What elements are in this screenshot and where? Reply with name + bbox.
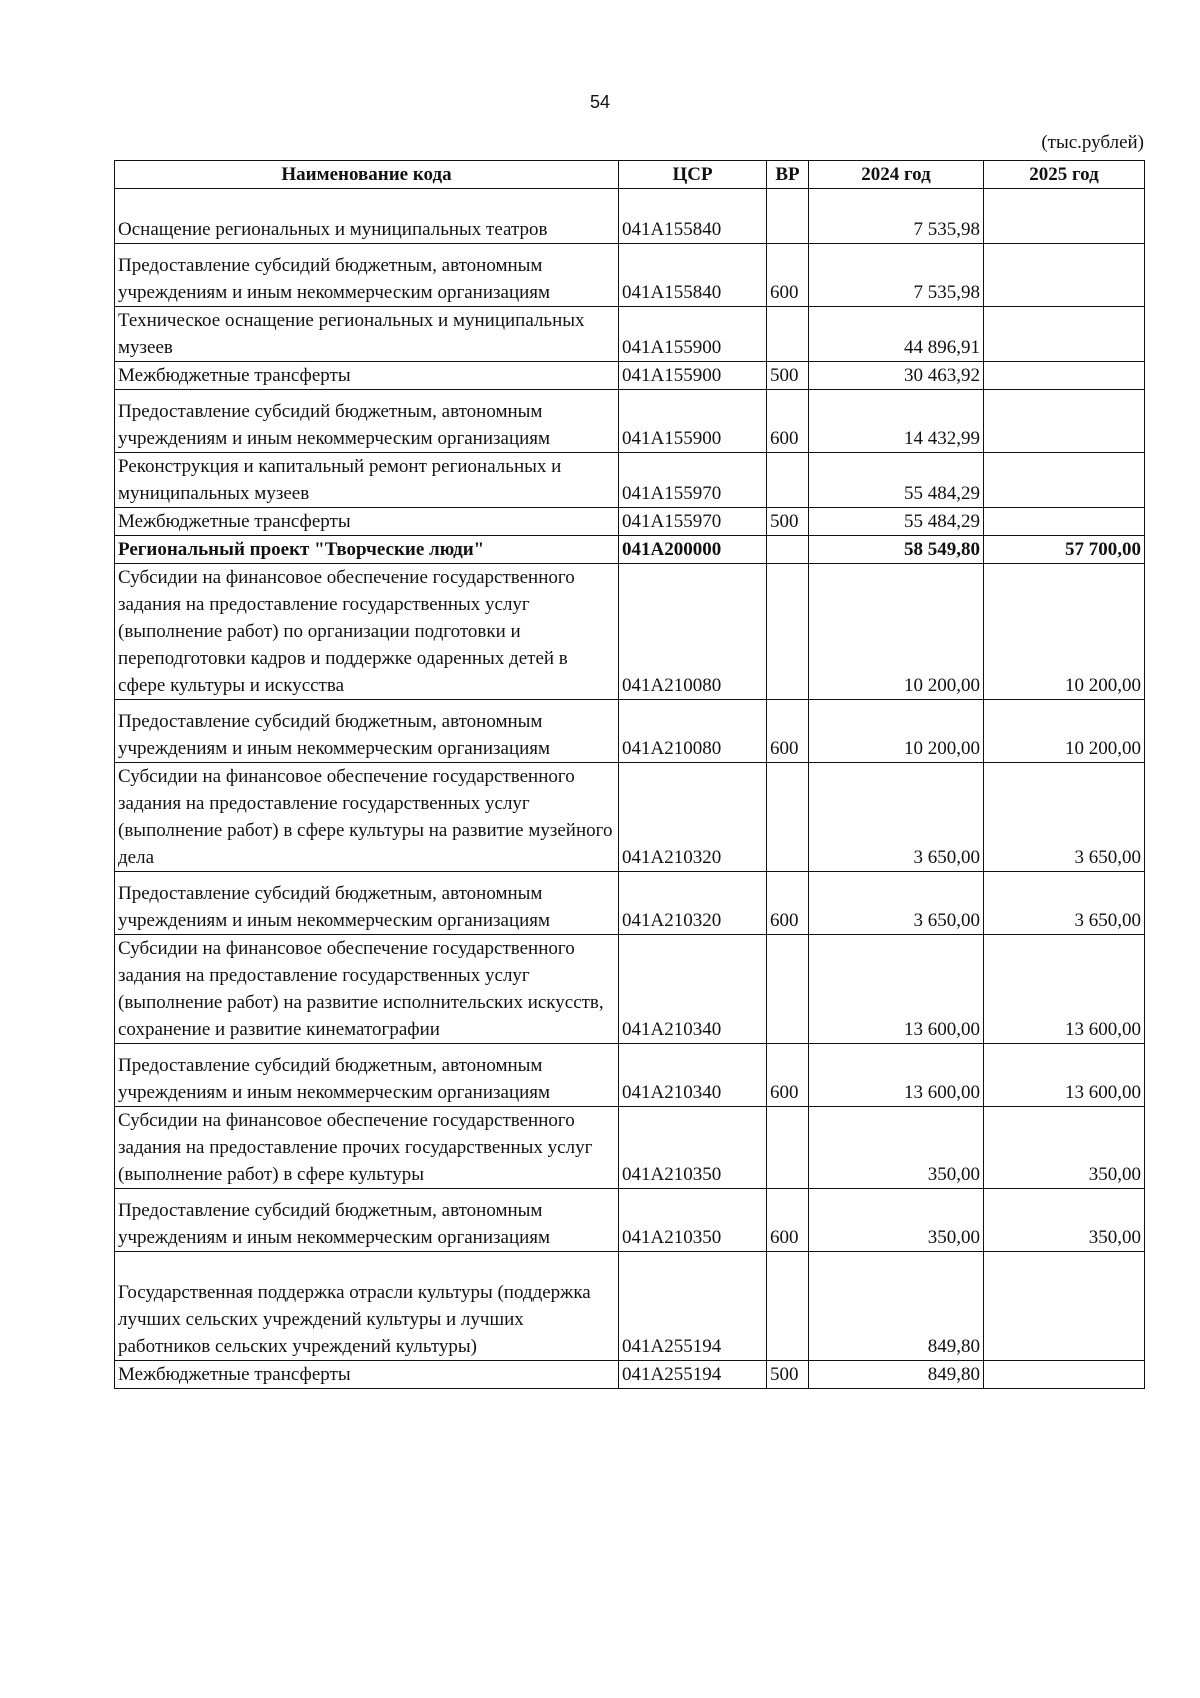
- row-2024: 55 484,29: [809, 508, 984, 536]
- row-vr: 600: [767, 390, 809, 453]
- row-name: Межбюджетные трансферты: [115, 508, 619, 536]
- row-vr: [767, 189, 809, 244]
- row-vr: 600: [767, 872, 809, 935]
- row-2025: [984, 1252, 1145, 1361]
- table-row: [115, 564, 1145, 700]
- table-row: [115, 1189, 1145, 1252]
- row-name: Предоставление субсидий бюджетным, автономным учреждениям и иным некоммерческим организациям: [115, 244, 619, 307]
- row-vr: [767, 763, 809, 872]
- row-csr: 041A210320: [619, 872, 767, 935]
- table-row: [115, 1107, 1145, 1189]
- table-row: [115, 872, 1145, 935]
- row-csr: 041A210320: [619, 763, 767, 872]
- row-name: Межбюджетные трансферты: [115, 362, 619, 390]
- row-csr: 041A155900: [619, 390, 767, 453]
- row-2024: 3 650,00: [809, 763, 984, 872]
- row-2025: [984, 189, 1145, 244]
- header-csr: ЦСР: [619, 161, 767, 189]
- row-vr: 500: [767, 1361, 809, 1389]
- row-2024: 10 200,00: [809, 700, 984, 763]
- budget-table: [114, 160, 1145, 1389]
- row-vr: 500: [767, 362, 809, 390]
- table-row: [115, 763, 1145, 872]
- row-csr: 041A210080: [619, 700, 767, 763]
- row-vr: [767, 1252, 809, 1361]
- unit-note: (тыс.рублей): [1041, 132, 1144, 153]
- row-name: Субсидии на финансовое обеспечение государственного задания на предоставление государственных услуг (выполнение работ) в сфере культуры на развитие музейного дела: [115, 763, 619, 872]
- row-csr: 041A210080: [619, 564, 767, 700]
- row-vr: 500: [767, 508, 809, 536]
- row-csr: 041A210350: [619, 1189, 767, 1252]
- row-2024: 10 200,00: [809, 564, 984, 700]
- table-row: [115, 935, 1145, 1044]
- row-name: Субсидии на финансовое обеспечение государственного задания на предоставление прочих государственных услуг (выполнение работ) в сфере культуры: [115, 1107, 619, 1189]
- row-csr: 041A155970: [619, 453, 767, 508]
- row-2025: 10 200,00: [984, 700, 1145, 763]
- row-vr: 600: [767, 700, 809, 763]
- table-row: [115, 362, 1145, 390]
- row-vr: [767, 1107, 809, 1189]
- row-csr: 041A255194: [619, 1361, 767, 1389]
- row-name: Предоставление субсидий бюджетным, автономным учреждениям и иным некоммерческим организациям: [115, 700, 619, 763]
- header-vr: ВР: [767, 161, 809, 189]
- table-row: [115, 244, 1145, 307]
- row-2025: [984, 453, 1145, 508]
- table-row: [115, 508, 1145, 536]
- row-2024: 849,80: [809, 1252, 984, 1361]
- row-2025: 350,00: [984, 1189, 1145, 1252]
- row-name: Техническое оснащение региональных и муниципальных музеев: [115, 307, 619, 362]
- row-vr: 600: [767, 1189, 809, 1252]
- row-vr: [767, 536, 809, 564]
- row-csr: 041A210350: [619, 1107, 767, 1189]
- row-2024: 55 484,29: [809, 453, 984, 508]
- header-name: Наименование кода: [115, 161, 619, 189]
- header-2025: 2025 год: [984, 161, 1145, 189]
- table-row: [115, 1252, 1145, 1361]
- table-row: [115, 307, 1145, 362]
- row-2025: 10 200,00: [984, 564, 1145, 700]
- row-vr: 600: [767, 1044, 809, 1107]
- row-vr: 600: [767, 244, 809, 307]
- row-2025: [984, 508, 1145, 536]
- row-2025: 3 650,00: [984, 872, 1145, 935]
- page-number: 54: [589, 92, 611, 112]
- row-csr: 041A200000: [619, 536, 767, 564]
- row-2025: 350,00: [984, 1107, 1145, 1189]
- row-name: Субсидии на финансовое обеспечение государственного задания на предоставление государственных услуг (выполнение работ) на развитие исполнительских искусств, сохранение и развитие кинематографии: [115, 935, 619, 1044]
- row-2025: [984, 390, 1145, 453]
- row-2024: 7 535,98: [809, 189, 984, 244]
- row-2024: 849,80: [809, 1361, 984, 1389]
- row-csr: 041A155840: [619, 244, 767, 307]
- row-name: Предоставление субсидий бюджетным, автономным учреждениям и иным некоммерческим организациям: [115, 872, 619, 935]
- row-2024: 350,00: [809, 1107, 984, 1189]
- row-2025: [984, 1361, 1145, 1389]
- row-name: Предоставление субсидий бюджетным, автономным учреждениям и иным некоммерческим организациям: [115, 1189, 619, 1252]
- row-2025: 57 700,00: [984, 536, 1145, 564]
- row-name: Субсидии на финансовое обеспечение государственного задания на предоставление государственных услуг (выполнение работ) по организации подготовки и переподготовки кадров и поддержке одаренных детей в сфере культуры и искусства: [115, 564, 619, 700]
- table-header-row: [115, 161, 1145, 189]
- table-row: [115, 453, 1145, 508]
- row-csr: 041A155970: [619, 508, 767, 536]
- row-csr: 041A255194: [619, 1252, 767, 1361]
- row-csr: 041A155840: [619, 189, 767, 244]
- row-name: Государственная поддержка отрасли культуры (поддержка лучших сельских учреждений культуры и лучших работников сельских учреждений культуры): [115, 1252, 619, 1361]
- row-2025: [984, 244, 1145, 307]
- row-vr: [767, 564, 809, 700]
- row-csr: 041A155900: [619, 307, 767, 362]
- row-2024: 350,00: [809, 1189, 984, 1252]
- row-name: Межбюджетные трансферты: [115, 1361, 619, 1389]
- row-2024: 44 896,91: [809, 307, 984, 362]
- row-name: Предоставление субсидий бюджетным, автономным учреждениям и иным некоммерческим организациям: [115, 1044, 619, 1107]
- row-2024: 14 432,99: [809, 390, 984, 453]
- row-2024: 13 600,00: [809, 935, 984, 1044]
- row-name: Предоставление субсидий бюджетным, автономным учреждениям и иным некоммерческим организациям: [115, 390, 619, 453]
- row-2025: [984, 307, 1145, 362]
- table-row: [115, 536, 1145, 564]
- table-row: [115, 189, 1145, 244]
- row-vr: [767, 453, 809, 508]
- row-2025: [984, 362, 1145, 390]
- row-name: Региональный проект "Творческие люди": [115, 536, 619, 564]
- row-2024: 58 549,80: [809, 536, 984, 564]
- row-name: Оснащение региональных и муниципальных театров: [115, 189, 619, 244]
- row-2025: 13 600,00: [984, 1044, 1145, 1107]
- table-row: [115, 700, 1145, 763]
- row-csr: 041A155900: [619, 362, 767, 390]
- row-2024: 13 600,00: [809, 1044, 984, 1107]
- table-row: [115, 1044, 1145, 1107]
- row-vr: [767, 935, 809, 1044]
- row-2024: 3 650,00: [809, 872, 984, 935]
- row-2024: 30 463,92: [809, 362, 984, 390]
- row-2024: 7 535,98: [809, 244, 984, 307]
- row-csr: 041A210340: [619, 1044, 767, 1107]
- table-row: [115, 390, 1145, 453]
- row-2025: 13 600,00: [984, 935, 1145, 1044]
- row-vr: [767, 307, 809, 362]
- header-2024: 2024 год: [809, 161, 984, 189]
- row-2025: 3 650,00: [984, 763, 1145, 872]
- row-name: Реконструкция и капитальный ремонт региональных и муниципальных музеев: [115, 453, 619, 508]
- table-row: [115, 1361, 1145, 1389]
- row-csr: 041A210340: [619, 935, 767, 1044]
